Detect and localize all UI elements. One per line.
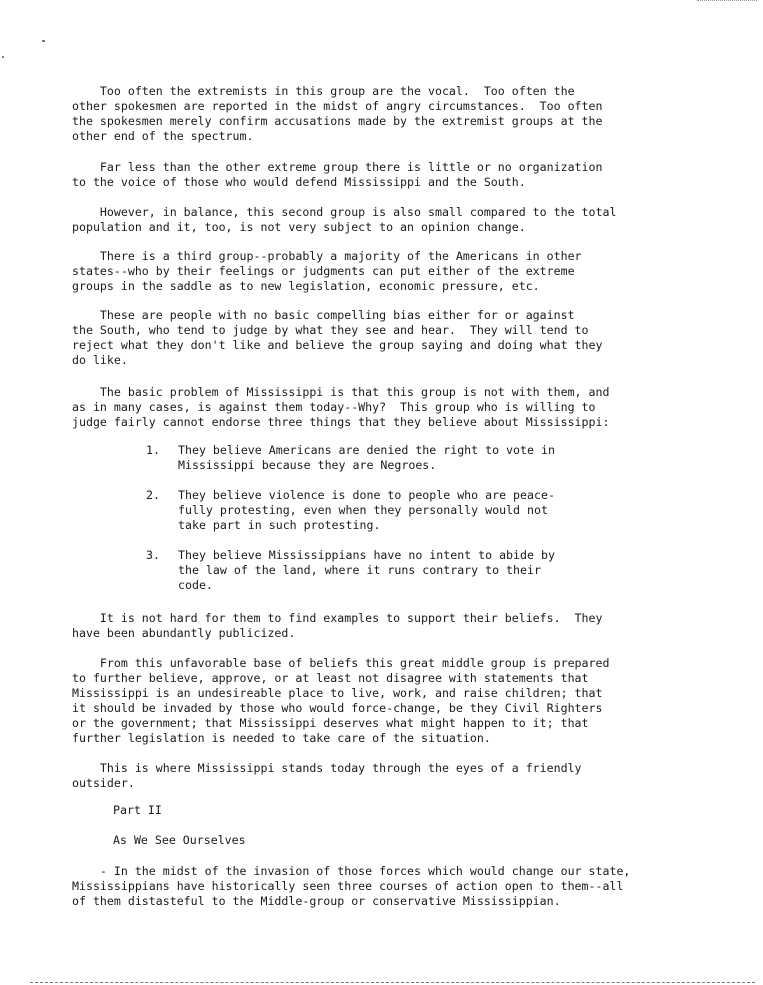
- scan-corner-marks: [697, 0, 757, 1]
- paragraph-extremists-vocal: Too often the extremists in this group are the vocal. Too often the other spokesmen are reported in the midst of angry circumstances. Too often the spokesmen merely confirm accusations made by the extremist groups at the other end of the spectrum.: [72, 84, 603, 143]
- belief-item: [146, 488, 606, 548]
- belief-text: They believe violence is done to people who are peace- fully protesting, even when they personally would not take part in such protesting.: [178, 488, 555, 532]
- paragraph-friendly-outsider: This is where Mississippi stands today through the eyes of a friendly outsider.: [72, 761, 582, 790]
- belief-number: 2.: [146, 488, 160, 502]
- paragraph-second-group-small: However, in balance, this second group is also small compared to the total population and it, too, is not very subject to an opinion change.: [72, 205, 617, 234]
- scan-bottom-edge: [30, 982, 755, 983]
- paragraph-little-organization: Far less than the other extreme group there is little or no organization to the voice of those who would defend Mississippi and the South.: [72, 160, 603, 189]
- belief-text: They believe Americans are denied the right to vote in Mississippi because they are Negroes.: [178, 443, 555, 472]
- paragraph-unfavorable-base: From this unfavorable base of beliefs this great middle group is prepared to further believe, approve, or at least not disagree with statements that Mississippi is an undesireable place to live, work, and raise children; that it should be invaded by those who would force-change, be they Civil Righters or the government; that Mississippi deserves what might happen to it; that further legislation is needed to take care of the situation.: [72, 656, 610, 745]
- part-heading: Part II: [113, 803, 162, 817]
- section-heading: As We See Ourselves: [113, 833, 246, 847]
- scan-speck: [42, 40, 45, 42]
- belief-number: 1.: [146, 443, 160, 457]
- belief-number: 3.: [146, 548, 160, 562]
- paragraph-basic-problem: The basic problem of Mississippi is that this group is not with them, and as in many cases, is against them today--Why? This group who is willing to judge fairly cannot endorse three things that they believe about Mississippi:: [72, 385, 610, 429]
- paragraph-no-compelling-bias: These are people with no basic compelling bias either for or against the South, who tend to judge by what they see and hear. They will tend to reject what they don't like and believe the group saying and doing what they do like.: [72, 308, 603, 367]
- belief-text: They believe Mississippians have no intent to abide by the law of the land, where it runs contrary to their code.: [178, 548, 555, 592]
- paragraph-examples: It is not hard for them to find examples to support their beliefs. They have been abundantly publicized.: [72, 611, 603, 640]
- belief-item: [146, 548, 606, 608]
- paragraph-three-courses: - In the midst of the invasion of those forces which would change our state, Mississippians have historically seen three courses of action open to them--all of them distasteful to the Middle-group or conservative Mississippian.: [72, 864, 631, 908]
- scan-speck: [2, 56, 4, 58]
- paragraph-third-group: There is a third group--probably a majority of the Americans in other states--who by their feelings or judgments can put either of the extreme groups in the saddle as to new legislation, economic pressure, etc.: [72, 249, 582, 293]
